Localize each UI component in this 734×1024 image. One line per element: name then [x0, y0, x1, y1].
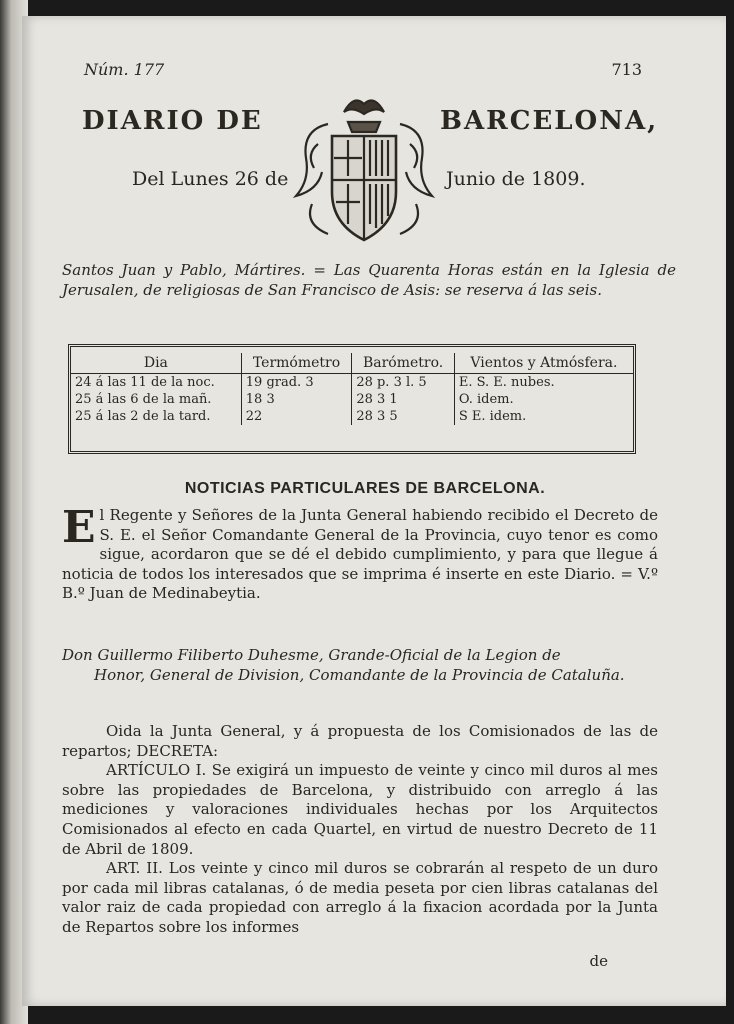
- decree-author-titles: Honor, General de Division, Comandante de la Provincia de Cataluña.: [94, 665, 625, 684]
- weather-cell-day: 24 á las 11 de la noc.: [75, 375, 215, 390]
- decree-author: [62, 646, 658, 685]
- weather-cell-baro: 28 p. 3 l. 5: [352, 374, 455, 392]
- weather-cell-wind: O. idem.: [454, 391, 633, 408]
- weather-cell-wind: E. S. E. nubes.: [454, 374, 633, 392]
- weather-cell-day: 25 á las 6 de la mañ.: [75, 392, 212, 407]
- newspaper-page: [22, 16, 726, 1006]
- article-1: ARTÍCULO I. Se exigirá un impuesto de veinte y cinco mil duros al mes sobre las propiedades de Barcelona, y distribuido con arreglo á las mediciones y valoraciones individuales hechas por los Arquitectos Comisionados al efecto en cada Quartel, en virtud de nuestro Decreto de 11 de Abril de 1809.: [62, 761, 658, 858]
- weather-cell-wind: S E. idem.: [454, 408, 633, 425]
- decree-author-line: Don Guillermo Filiberto Duhesme, Grande-Oficial de la Legion de: [62, 646, 561, 664]
- saints-of-the-day: Santos Juan y Pablo, Mártires. = Las Quarenta Horas están en la Iglesia de Jerusalen, de religiosas de San Francisco de Asis: se reserva á las seis.: [62, 261, 676, 299]
- weather-cell-temp: 19 grad. 3: [241, 374, 352, 392]
- date-right: Junio de 1809.: [446, 168, 586, 190]
- table-row: [71, 408, 633, 425]
- coat-of-arms-icon: [288, 84, 440, 248]
- article-2: ART. II. Los veinte y cinco mil duros se cobrarán al respeto de un duro por cada mil libras catalanas, ó de media peseta por cien libras catalanas del valor raiz de cada propiedad con arreglo á la fixacion acordada por la Junta de Repartos sobre los informes: [62, 859, 658, 936]
- masthead-right: BARCELONA,: [440, 106, 659, 136]
- weather-cell-temp: 22: [241, 408, 352, 425]
- drop-cap: E: [62, 502, 96, 553]
- weather-cell-day: 25 á las 2 de la tard.: [75, 409, 211, 424]
- catchword: de: [589, 952, 608, 970]
- weather-header-winds: Vientos y Atmósfera.: [454, 353, 633, 374]
- masthead-left: DIARIO DE: [82, 106, 263, 136]
- weather-table: [68, 344, 636, 454]
- intro-text: l Regente y Señores de la Junta General habiendo recibido el Decreto de S. E. el Señor Comandante General de la Provincia, cuyo tenor es como sigue, acordaron que se dé el debido cumplimiento, y para que llegue á noticia de todos los interesados que se imprima é inserte en este Diario. = V.º B.º Juan de Medinabeytia.: [62, 506, 658, 603]
- page-number: 713: [611, 60, 642, 79]
- decree-preamble: Oida la Junta General, y á propuesta de los Comisionados de las de repartos; DECRETA:: [62, 722, 658, 760]
- weather-header-day: Dia: [71, 353, 241, 374]
- weather-cell-temp: 18 3: [241, 391, 352, 408]
- weather-cell-baro: 28 3 1: [352, 391, 455, 408]
- decree-body: [62, 722, 658, 938]
- weather-header-thermometer: Termómetro: [241, 353, 352, 374]
- intro-paragraph: [62, 502, 658, 604]
- date-left: Del Lunes 26 de: [132, 168, 289, 190]
- section-title: NOTICIAS PARTICULARES DE BARCELONA.: [184, 480, 546, 497]
- weather-header-barometer: Barómetro.: [352, 353, 455, 374]
- table-row: [71, 391, 633, 408]
- weather-cell-baro: 28 3 5: [352, 408, 455, 425]
- table-row: [71, 374, 633, 392]
- issue-number: Núm. 177: [84, 60, 165, 79]
